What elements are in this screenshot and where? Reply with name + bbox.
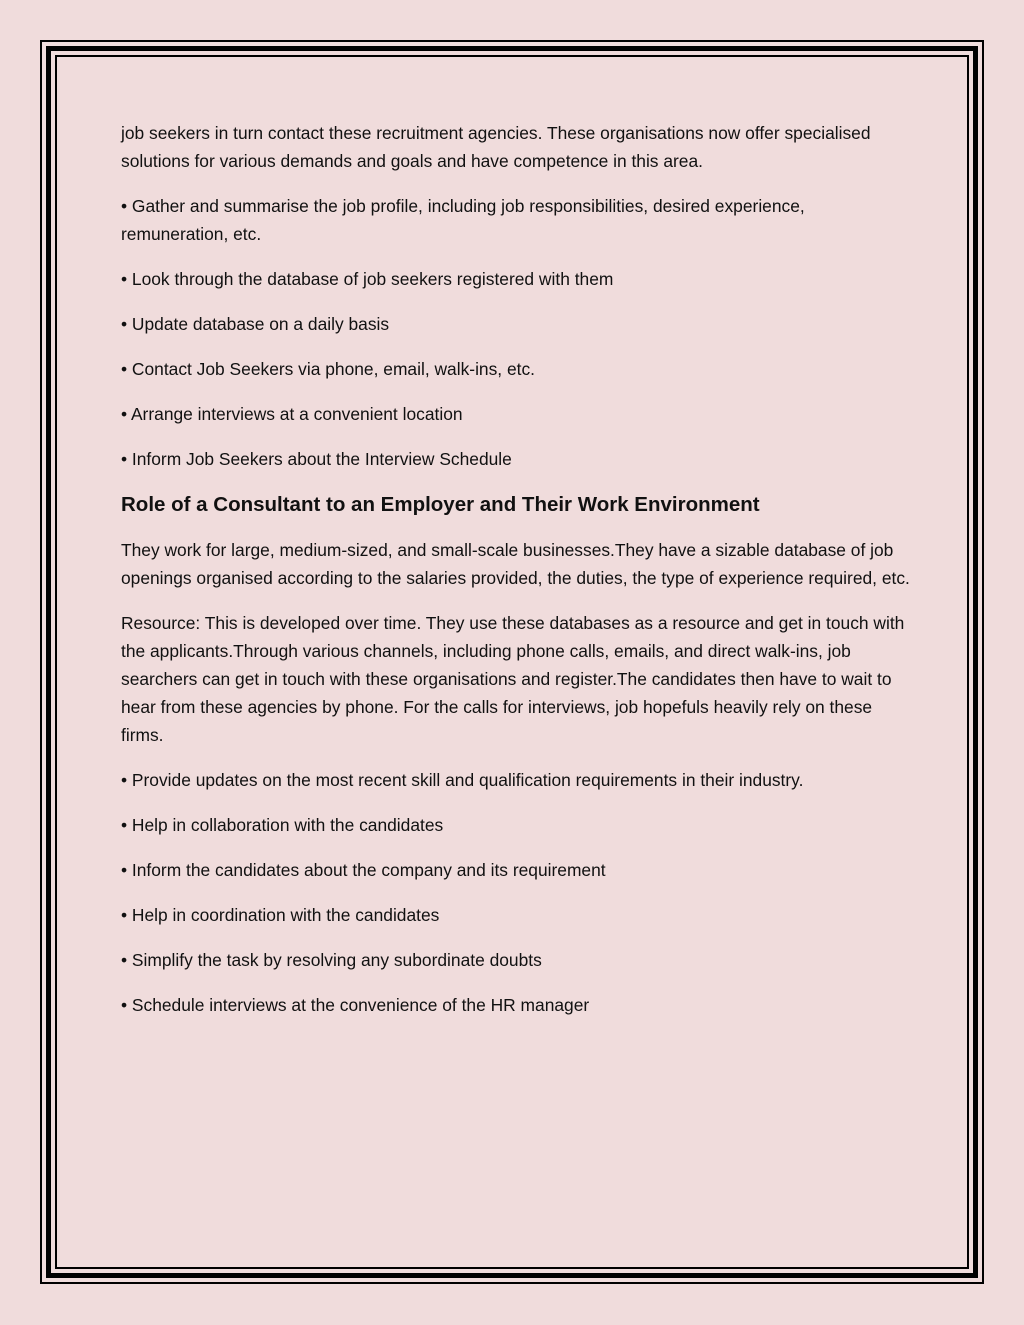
list-item: • Schedule interviews at the convenience of the HR manager	[121, 995, 590, 1015]
list-item: • Inform Job Seekers about the Interview Schedule	[121, 449, 512, 469]
body-paragraph: They work for large, medium-sized, and small-scale businesses.They have a sizable database of job openings organised according to the salaries provided, the duties, the type of experience required, etc.	[121, 540, 910, 588]
list-item: • Provide updates on the most recent skill and qualification requirements in their industry.	[121, 770, 804, 790]
document-body	[121, 119, 911, 1036]
body-paragraph: Resource: This is developed over time. They use these databases as a resource and get in touch with the applicants.Through various channels, including phone calls, emails, and direct walk-ins, job searchers can get in touch with these organisations and register.The candidates then have to wait to hear from these agencies by phone. For the calls for interviews, job hopefuls heavily rely on these firms.	[121, 613, 905, 745]
list-item: • Look through the database of job seekers registered with them	[121, 269, 614, 289]
list-item: • Contact Job Seekers via phone, email, walk-ins, etc.	[121, 359, 535, 379]
list-item: • Help in coordination with the candidates	[121, 905, 440, 925]
intro-paragraph: job seekers in turn contact these recruitment agencies. These organisations now offer specialised solutions for various demands and goals and have competence in this area.	[121, 123, 871, 171]
section-heading: Role of a Consultant to an Employer and Their Work Environment	[121, 493, 760, 516]
list-item: • Arrange interviews at a convenient location	[121, 404, 463, 424]
list-item: • Gather and summarise the job profile, including job responsibilities, desired experience, remuneration, etc.	[121, 196, 805, 244]
list-item: • Inform the candidates about the company and its requirement	[121, 860, 606, 880]
list-item: • Help in collaboration with the candidates	[121, 815, 444, 835]
list-item: • Simplify the task by resolving any subordinate doubts	[121, 950, 542, 970]
list-item: • Update database on a daily basis	[121, 314, 390, 334]
